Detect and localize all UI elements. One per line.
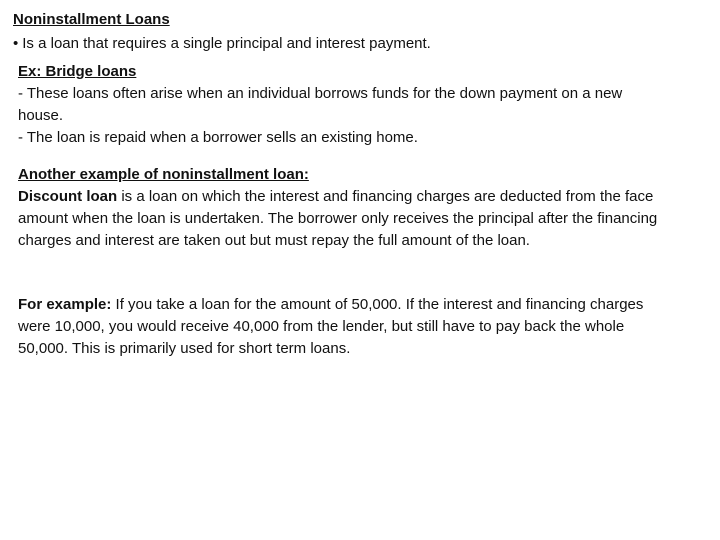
example-section: [18, 294, 668, 360]
slide-title: Noninstallment Loans: [13, 11, 170, 28]
example-label: For example:: [18, 296, 112, 313]
discount-loan-section: [18, 164, 668, 252]
bridge-loans-heading: Ex: Bridge loans: [18, 63, 137, 80]
bullet-item: [13, 35, 431, 53]
discount-loan-term: Discount loan: [18, 188, 118, 205]
example-paragraph: [18, 294, 668, 360]
discount-loan-paragraph: [18, 186, 668, 252]
discount-loan-heading: Another example of noninstallment loan:: [18, 166, 309, 183]
discount-loan-definition: is a loan on which the interest and financing charges are deducted from the face amount when the loan is undertaken. The borrower only receives the principal after the financing charges and interest are taken out but must repay the full amount of the loan.: [18, 188, 658, 249]
bridge-loans-point-2: - The loan is repaid when a borrower sells an existing home.: [18, 129, 418, 146]
bullet-text: Is a loan that requires a single principal and interest payment.: [22, 35, 431, 52]
bullet-marker: •: [13, 35, 19, 52]
bridge-loans-point-1: - These loans often arise when an individual borrows funds for the down payment on a new house.: [18, 85, 623, 124]
bridge-loans-section: [18, 61, 668, 149]
example-text: If you take a loan for the amount of 50,000. If the interest and financing charges were 10,000, you would receive 40,000 from the lender, but still have to pay back the whole 50,000. This is primarily used for short term loans.: [18, 296, 644, 357]
